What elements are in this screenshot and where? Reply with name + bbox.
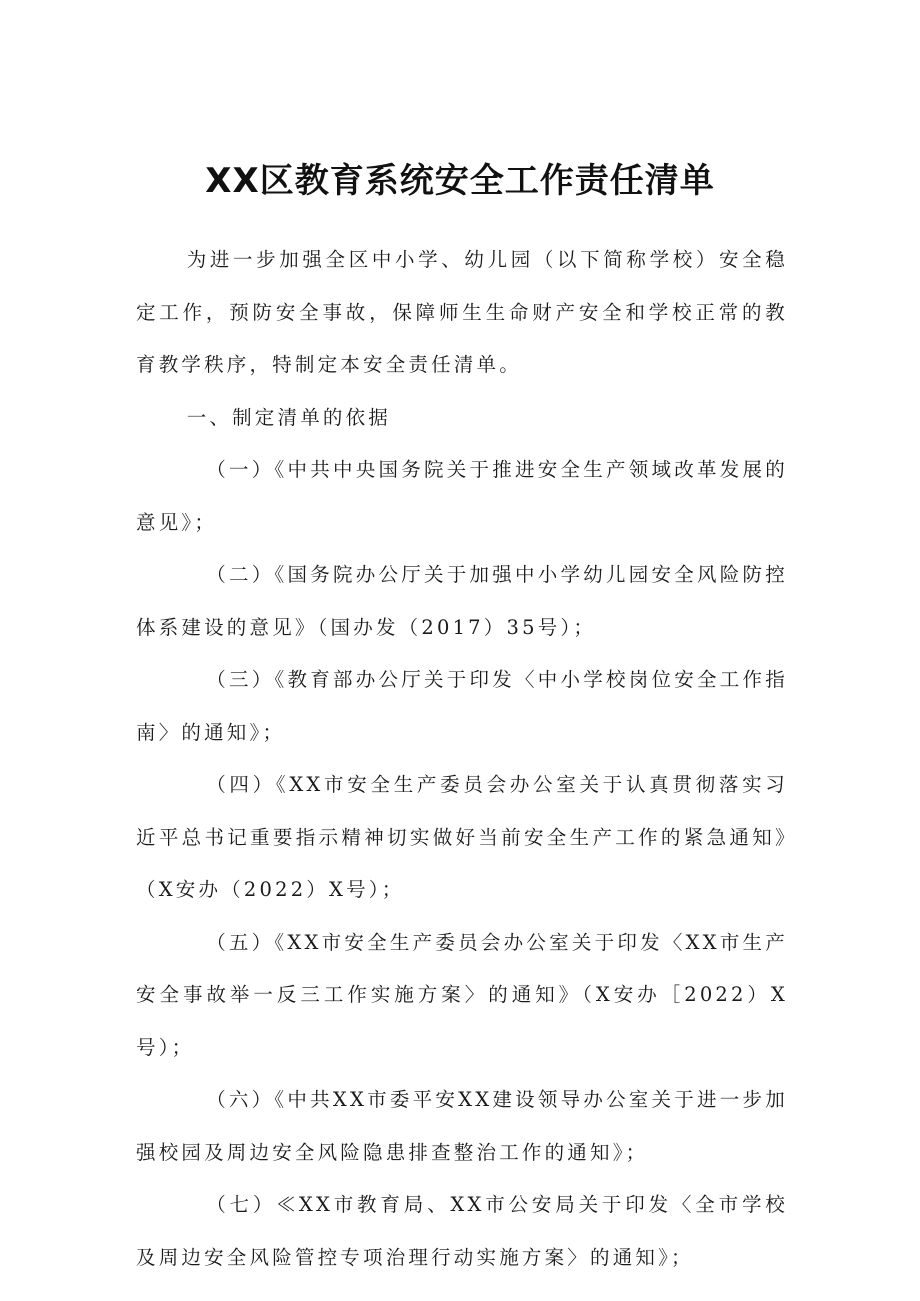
basis-item-4: （四）《XX市安全生产委员会办公室关于认真贯彻落实习近平总书记重要指示精神切实做好当前安全生产工作的紧急通知》（X安办（2022）X号）； [136,773,788,901]
basis-item-1: （一）《中共中央国务院关于推进安全生产领域改革发展的意见》； [136,458,788,534]
document-body [136,234,788,1284]
basis-item-6: （六）《中共XX市委平安XX建设领导办公室关于进一步加强校园及周边安全风险隐患排查整治工作的通知》； [136,1088,788,1164]
basis-item-2: （二）《国务院办公厅关于加强中小学幼儿园安全风险防控体系建设的意见》（国办发（2017）35号）； [136,563,788,639]
document-title: XX区教育系统安全工作责任清单 [205,160,715,201]
basis-item-7: （七）≪XX市教育局、XX市公安局关于印发〈全市学校及周边安全风险管控专项治理行动实施方案〉的通知》； [136,1193,788,1269]
basis-item-3: （三）《教育部办公厅关于印发〈中小学校岗位安全工作指南〉的通知》； [136,668,788,744]
basis-item-5: （五）《XX市安全生产委员会办公室关于印发〈XX市生产安全事故举一反三工作实施方案〉的通知》（X安办［2022）X号）； [136,930,788,1059]
intro-paragraph: 为进一步加强全区中小学、幼儿园（以下简称学校）安全稳定工作，预防安全事故，保障师生生命财产安全和学校正常的教育教学秩序，特制定本安全责任清单。 [136,248,788,376]
section-heading: 一、制定清单的依据 [186,405,391,429]
